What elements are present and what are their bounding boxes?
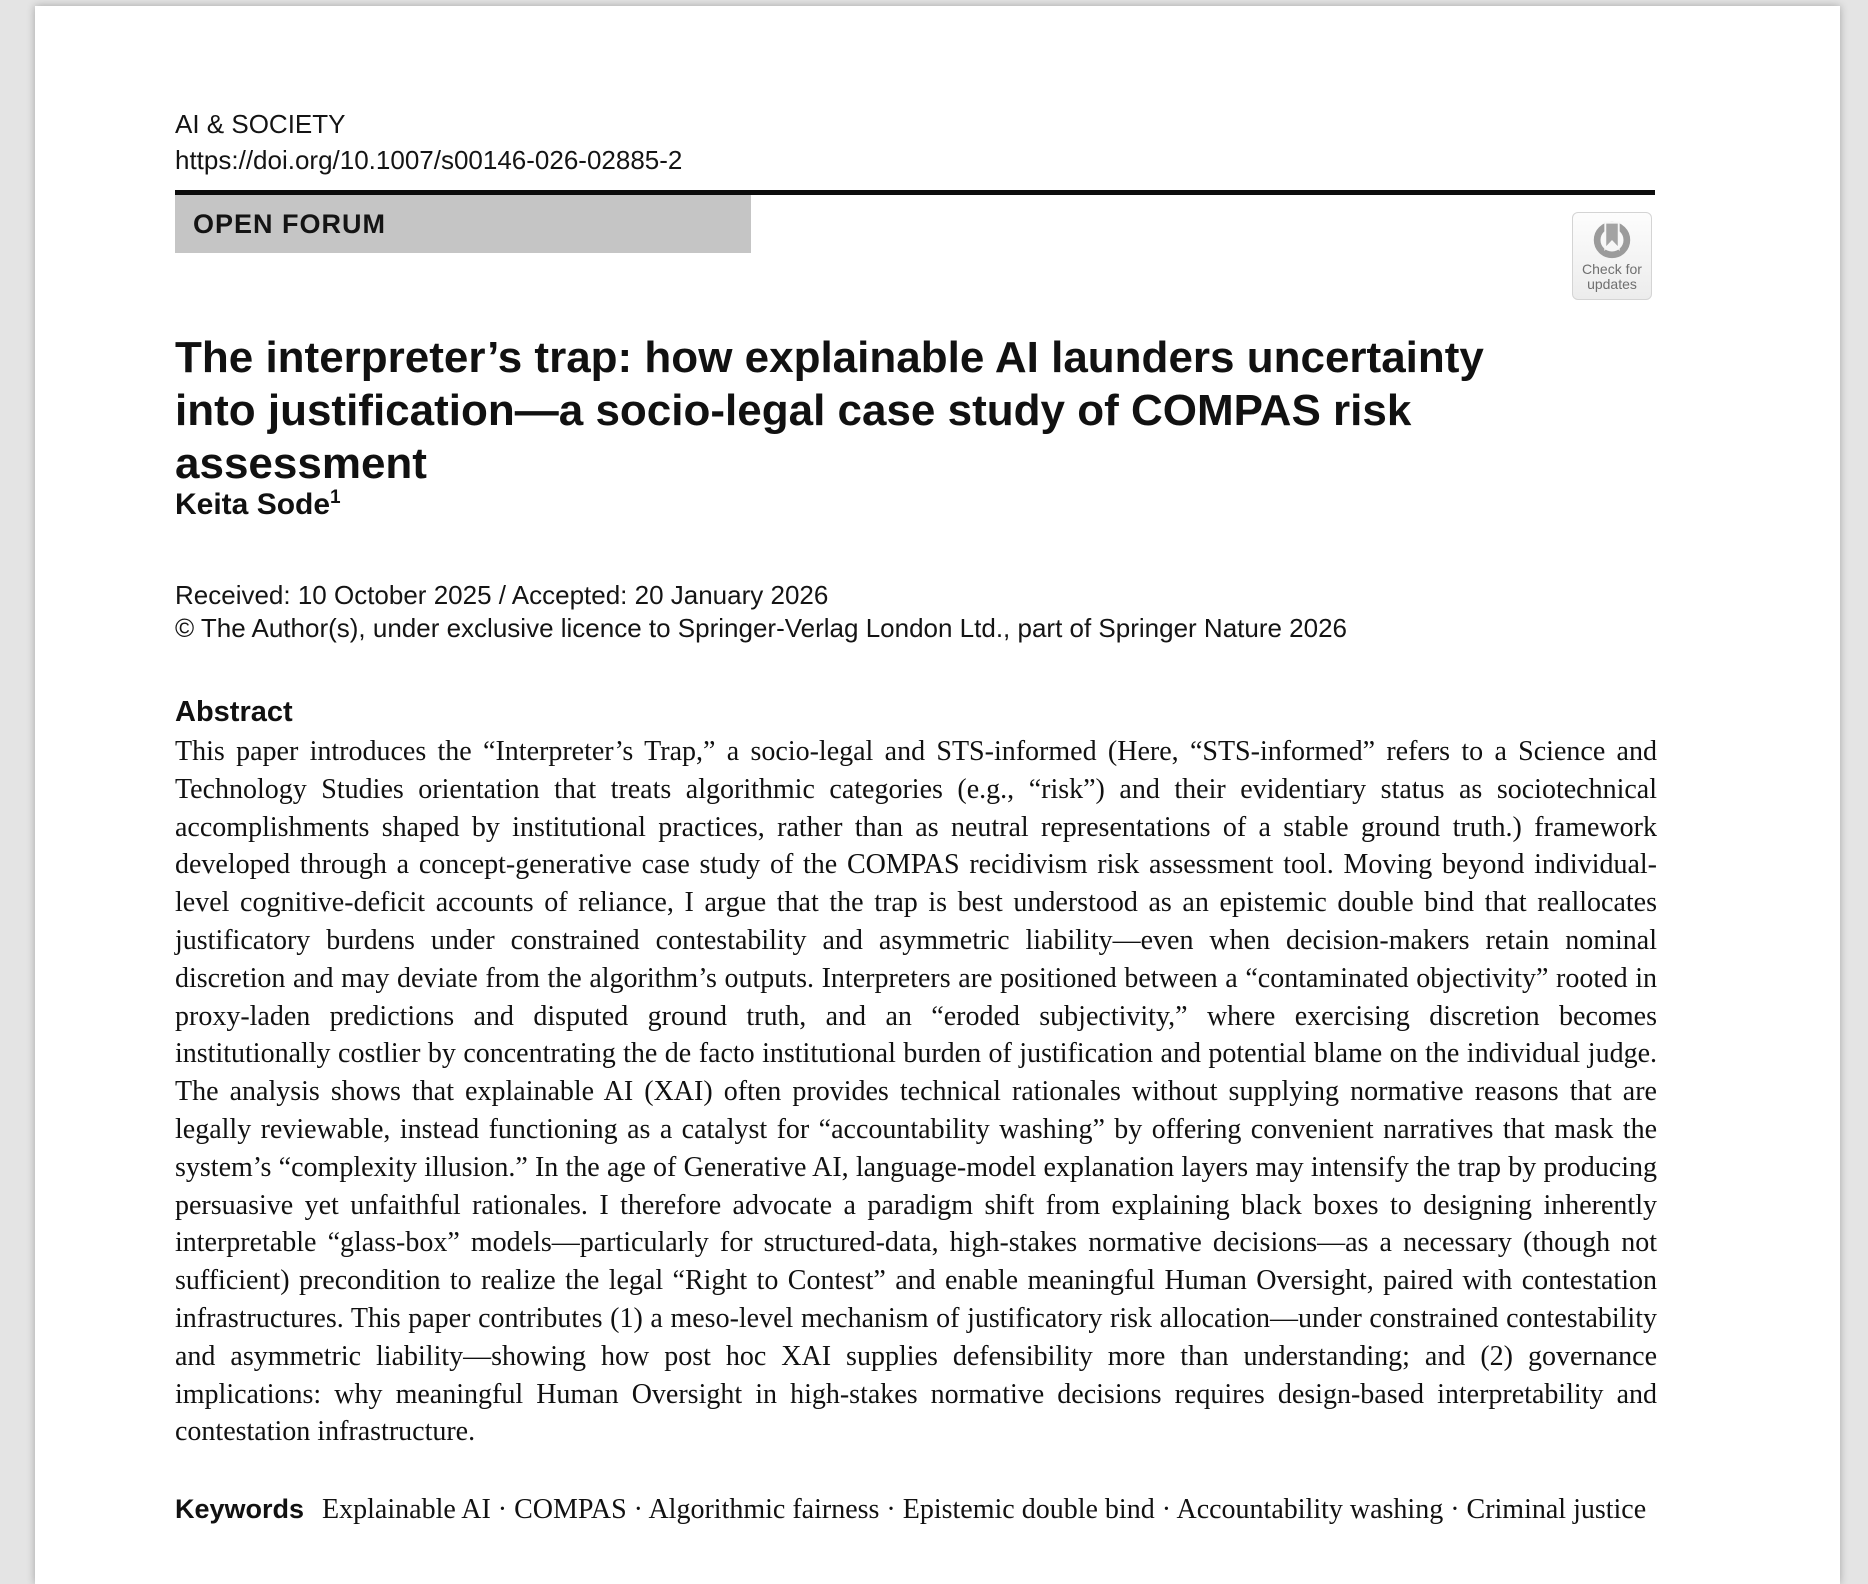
article-title bbox=[175, 331, 1665, 490]
received-accepted-line: Received: 10 October 2025 / Accepted: 20 January 2026 bbox=[175, 580, 829, 610]
author-affiliation-mark: 1 bbox=[330, 487, 341, 508]
badge-text bbox=[1582, 262, 1642, 292]
badge-text-line1: Check for bbox=[1582, 261, 1642, 277]
keywords-label: Keywords bbox=[175, 1494, 305, 1524]
section-bar bbox=[175, 195, 751, 253]
article-title-line1: The interpreter’s trap: how explainable AI launders uncertainty bbox=[175, 333, 1484, 382]
author-name: Keita Sode bbox=[175, 488, 331, 521]
copyright-line: © The Author(s), under exclusive licence to Springer-Verlag London Ltd., part of Springer Nature 2026 bbox=[175, 613, 1348, 643]
abstract-heading: Abstract bbox=[175, 696, 293, 728]
abstract-body: This paper introduces the “Interpreter’s Trap,” a socio-legal and STS-informed (Here, “STS-informed” refers to a Science and Technology Studies orientation that treats algorithmic categories (e.g., “risk”) and their evidentiary status as sociotechnical accomplishments shaped by institutional practices, rather than as neutral representations of a stable ground truth.) framework developed through a concept-generative case study of the COMPAS recidivism risk assessment tool. Moving beyond individual-level cognitive-deficit accounts of reliance, I argue that the trap is best understood as an epistemic double bind that reallocates justificatory burdens under constrained contestability and asymmetric liability—even when decision-makers retain nominal discretion and may deviate from the algorithm’s outputs. Interpreters are positioned between a “contaminated objectivity” rooted in proxy-laden predictions and disputed ground truth, and an “eroded subjectivity,” where exercising discretion becomes institutionally costlier by concentrating the de facto institutional burden of justification and potential blame on the individual judge. The analysis shows that explainable AI (XAI) often provides technical rationales without supplying normative reasons that are legally reviewable, instead functioning as a catalyst for “accountability washing” by offering convenient narratives that mask the system’s “complexity illusion.” In the age of Generative AI, language-model explanation layers may intensify the trap by producing persuasive yet unfaithful rationales. I therefore advocate a paradigm shift from explaining black boxes to designing inherently interpretable “glass-box” models—particularly for structured-data, high-stakes normative decisions—as a necessary (though not sufficient) precondition to realize the legal “Right to Contest” and enable meaningful Human Oversight, paired with contestation infrastructures. This paper contributes (1) a meso-level mechanism of justificatory risk allocation—under constrained contestability and asymmetric liability—showing how post hoc XAI supplies defensibility more than understanding; and (2) governance implications: why meaningful Human Oversight in high-stakes normative decisions requires design-based interpretability and contestation infrastructure. bbox=[175, 736, 1657, 1448]
crossmark-bookmark-icon bbox=[1589, 216, 1635, 262]
article-history bbox=[175, 579, 1347, 645]
author-line bbox=[175, 488, 341, 522]
journal-header bbox=[175, 106, 682, 178]
section-label: OPEN FORUM bbox=[193, 208, 387, 239]
article-first-page bbox=[35, 6, 1840, 1584]
doi-link[interactable]: https://doi.org/10.1007/s00146-026-02885-2 bbox=[175, 145, 683, 175]
keywords-list: Explainable AI · COMPAS · Algorithmic fairness · Epistemic double bind · Accountability washing · Criminal justice bbox=[322, 1494, 1647, 1525]
check-for-updates-badge[interactable] bbox=[1572, 212, 1652, 300]
keywords-block bbox=[175, 1490, 1657, 1529]
badge-text-line2: updates bbox=[1587, 276, 1637, 292]
journal-name: AI & SOCIETY bbox=[175, 109, 346, 139]
article-title-line2: into justification—a socio-legal case study of COMPAS risk assessment bbox=[175, 386, 1412, 488]
